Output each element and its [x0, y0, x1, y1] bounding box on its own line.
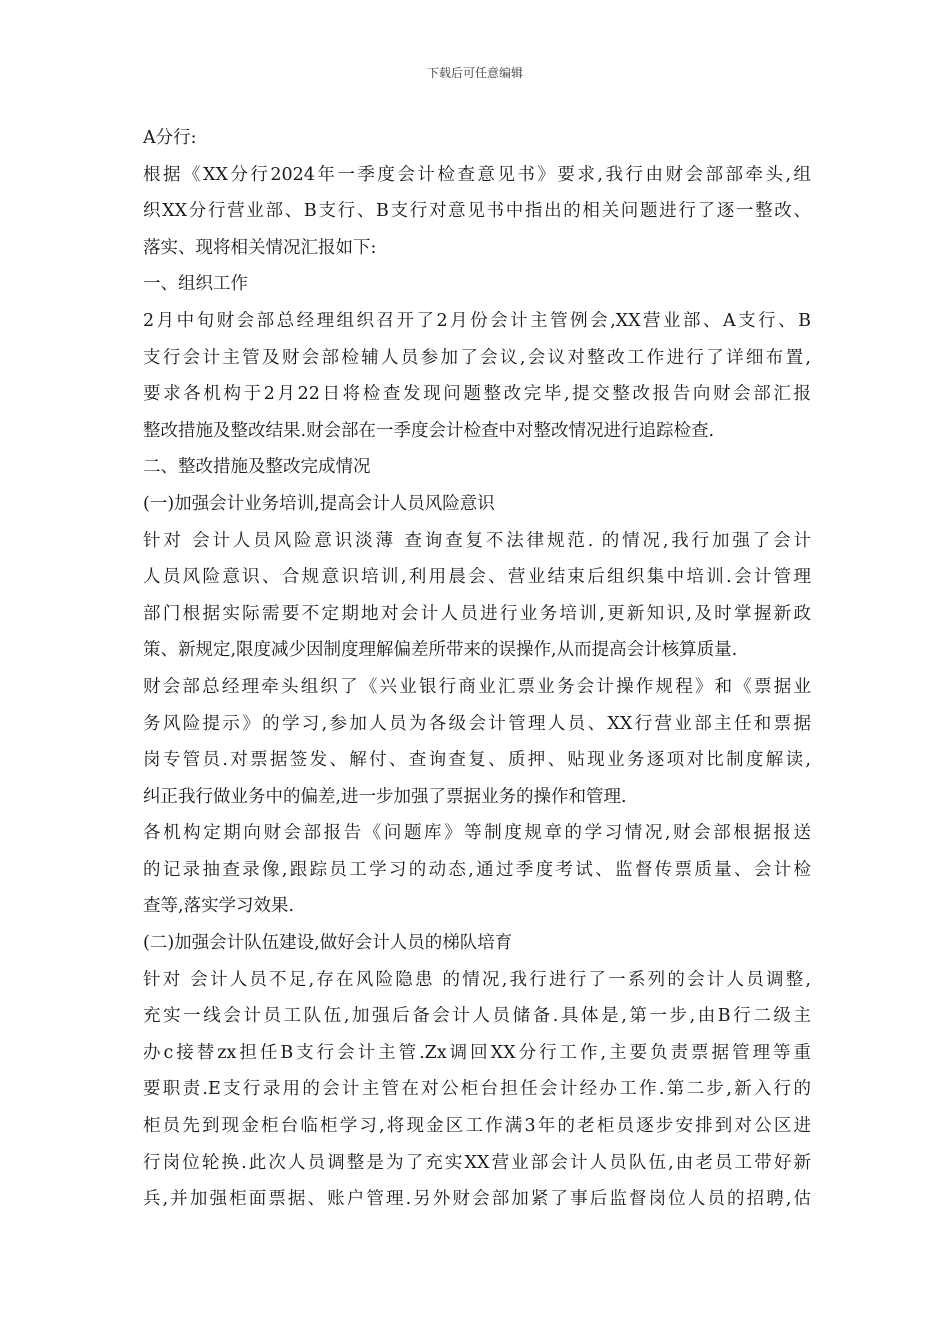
- text-line: 织XX分行营业部、B支行、B支行对意见书中指出的相关问题进行了逐一整改、: [143, 201, 811, 222]
- text-line: 针对 会计人员风险意识淡薄 查询查复不法律规范. 的情况,我行加强了会计: [143, 530, 811, 551]
- text-line: 财会部总经理牵头组织了《兴业银行商业汇票业务会计操作规程》和《票据业: [143, 676, 811, 697]
- text-line: (二)加强会计队伍建设,做好会计人员的梯队培育: [143, 933, 513, 954]
- text-line: 纠正我行做业务中的偏差,进一步加强了票据业务的操作和管理.: [143, 786, 627, 807]
- text-line: 整改措施及整改结果.财会部在一季度会计检查中对整改情况进行追踪检查.: [143, 420, 715, 441]
- text-line: 要求各机构于2月22日将检查发现问题整改完毕,提交整改报告向财会部汇报: [143, 384, 811, 405]
- text-line: 各机构定期向财会部报告《问题库》等制度规章的学习情况,财会部根据报送: [143, 823, 811, 844]
- document-body: [143, 120, 811, 1218]
- text-line: 2月中旬财会部总经理组织召开了2月份会计主管例会,XX营业部、A支行、B: [143, 310, 811, 331]
- text-line: 充实一线会计员工队伍,加强后备会计人员储备.具体是,第一步,由B行二级主: [143, 1006, 811, 1027]
- text-line: 岗专管员.对票据签发、解付、查询查复、质押、贴现业务逐项对比制度解读,: [143, 750, 811, 771]
- text-line: 一、组织工作: [143, 274, 248, 295]
- text-line: 针对 会计人员不足,存在风险隐患 的情况,我行进行了一系列的会计人员调整,: [143, 969, 811, 990]
- text-line: 办c接替zx担任B支行会计主管.Zx调回XX分行工作,主要负责票据管理等重: [143, 1042, 811, 1063]
- text-line: (一)加强会计业务培训,提高会计人员风险意识: [143, 493, 495, 514]
- text-line: 策、新规定,限度减少因制度理解偏差所带来的误操作,从而提高会计核算质量.: [143, 640, 738, 661]
- text-line: 二、整改措施及整改完成情况: [143, 457, 371, 478]
- text-line: 支行会计主管及财会部检辅人员参加了会议,会议对整改工作进行了详细布置,: [143, 347, 811, 368]
- text-line: 行岗位轮换.此次人员调整是为了充实XX营业部会计人员队伍,由老员工带好新: [143, 1152, 811, 1173]
- text-line: 部门根据实际需要不定期地对会计人员进行业务培训,更新知识,及时掌握新政: [143, 603, 811, 624]
- text-line: A分行:: [143, 128, 197, 148]
- text-line: 务风险提示》的学习,参加人员为各级会计管理人员、XX行营业部主任和票据: [143, 713, 811, 734]
- text-line: 柜员先到现金柜台临柜学习,将现金区工作满3年的老柜员逐步安排到对公区进: [143, 1116, 811, 1137]
- text-line: 要职责.E支行录用的会计主管在对公柜台担任会计经办工作.第二步,新入行的: [143, 1079, 811, 1100]
- text-line: 查等,落实学习效果.: [143, 896, 295, 917]
- text-line: 根据《XX分行2024年一季度会计检查意见书》要求,我行由财会部部牵头,组: [143, 164, 811, 185]
- text-line: 的记录抽查录像,跟踪员工学习的动态,通过季度考试、监督传票质量、会计检: [143, 859, 811, 880]
- text-line: 人员风险意识、合规意识培训,利用晨会、营业结束后组织集中培训.会计管理: [143, 567, 811, 588]
- text-line: 落实、现将相关情况汇报如下:: [143, 237, 377, 258]
- text-line: 兵,并加强柜面票据、账户管理.另外财会部加紧了事后监督岗位人员的招聘,估: [143, 1189, 811, 1210]
- page-header: 下载后可任意编辑: [426, 66, 523, 80]
